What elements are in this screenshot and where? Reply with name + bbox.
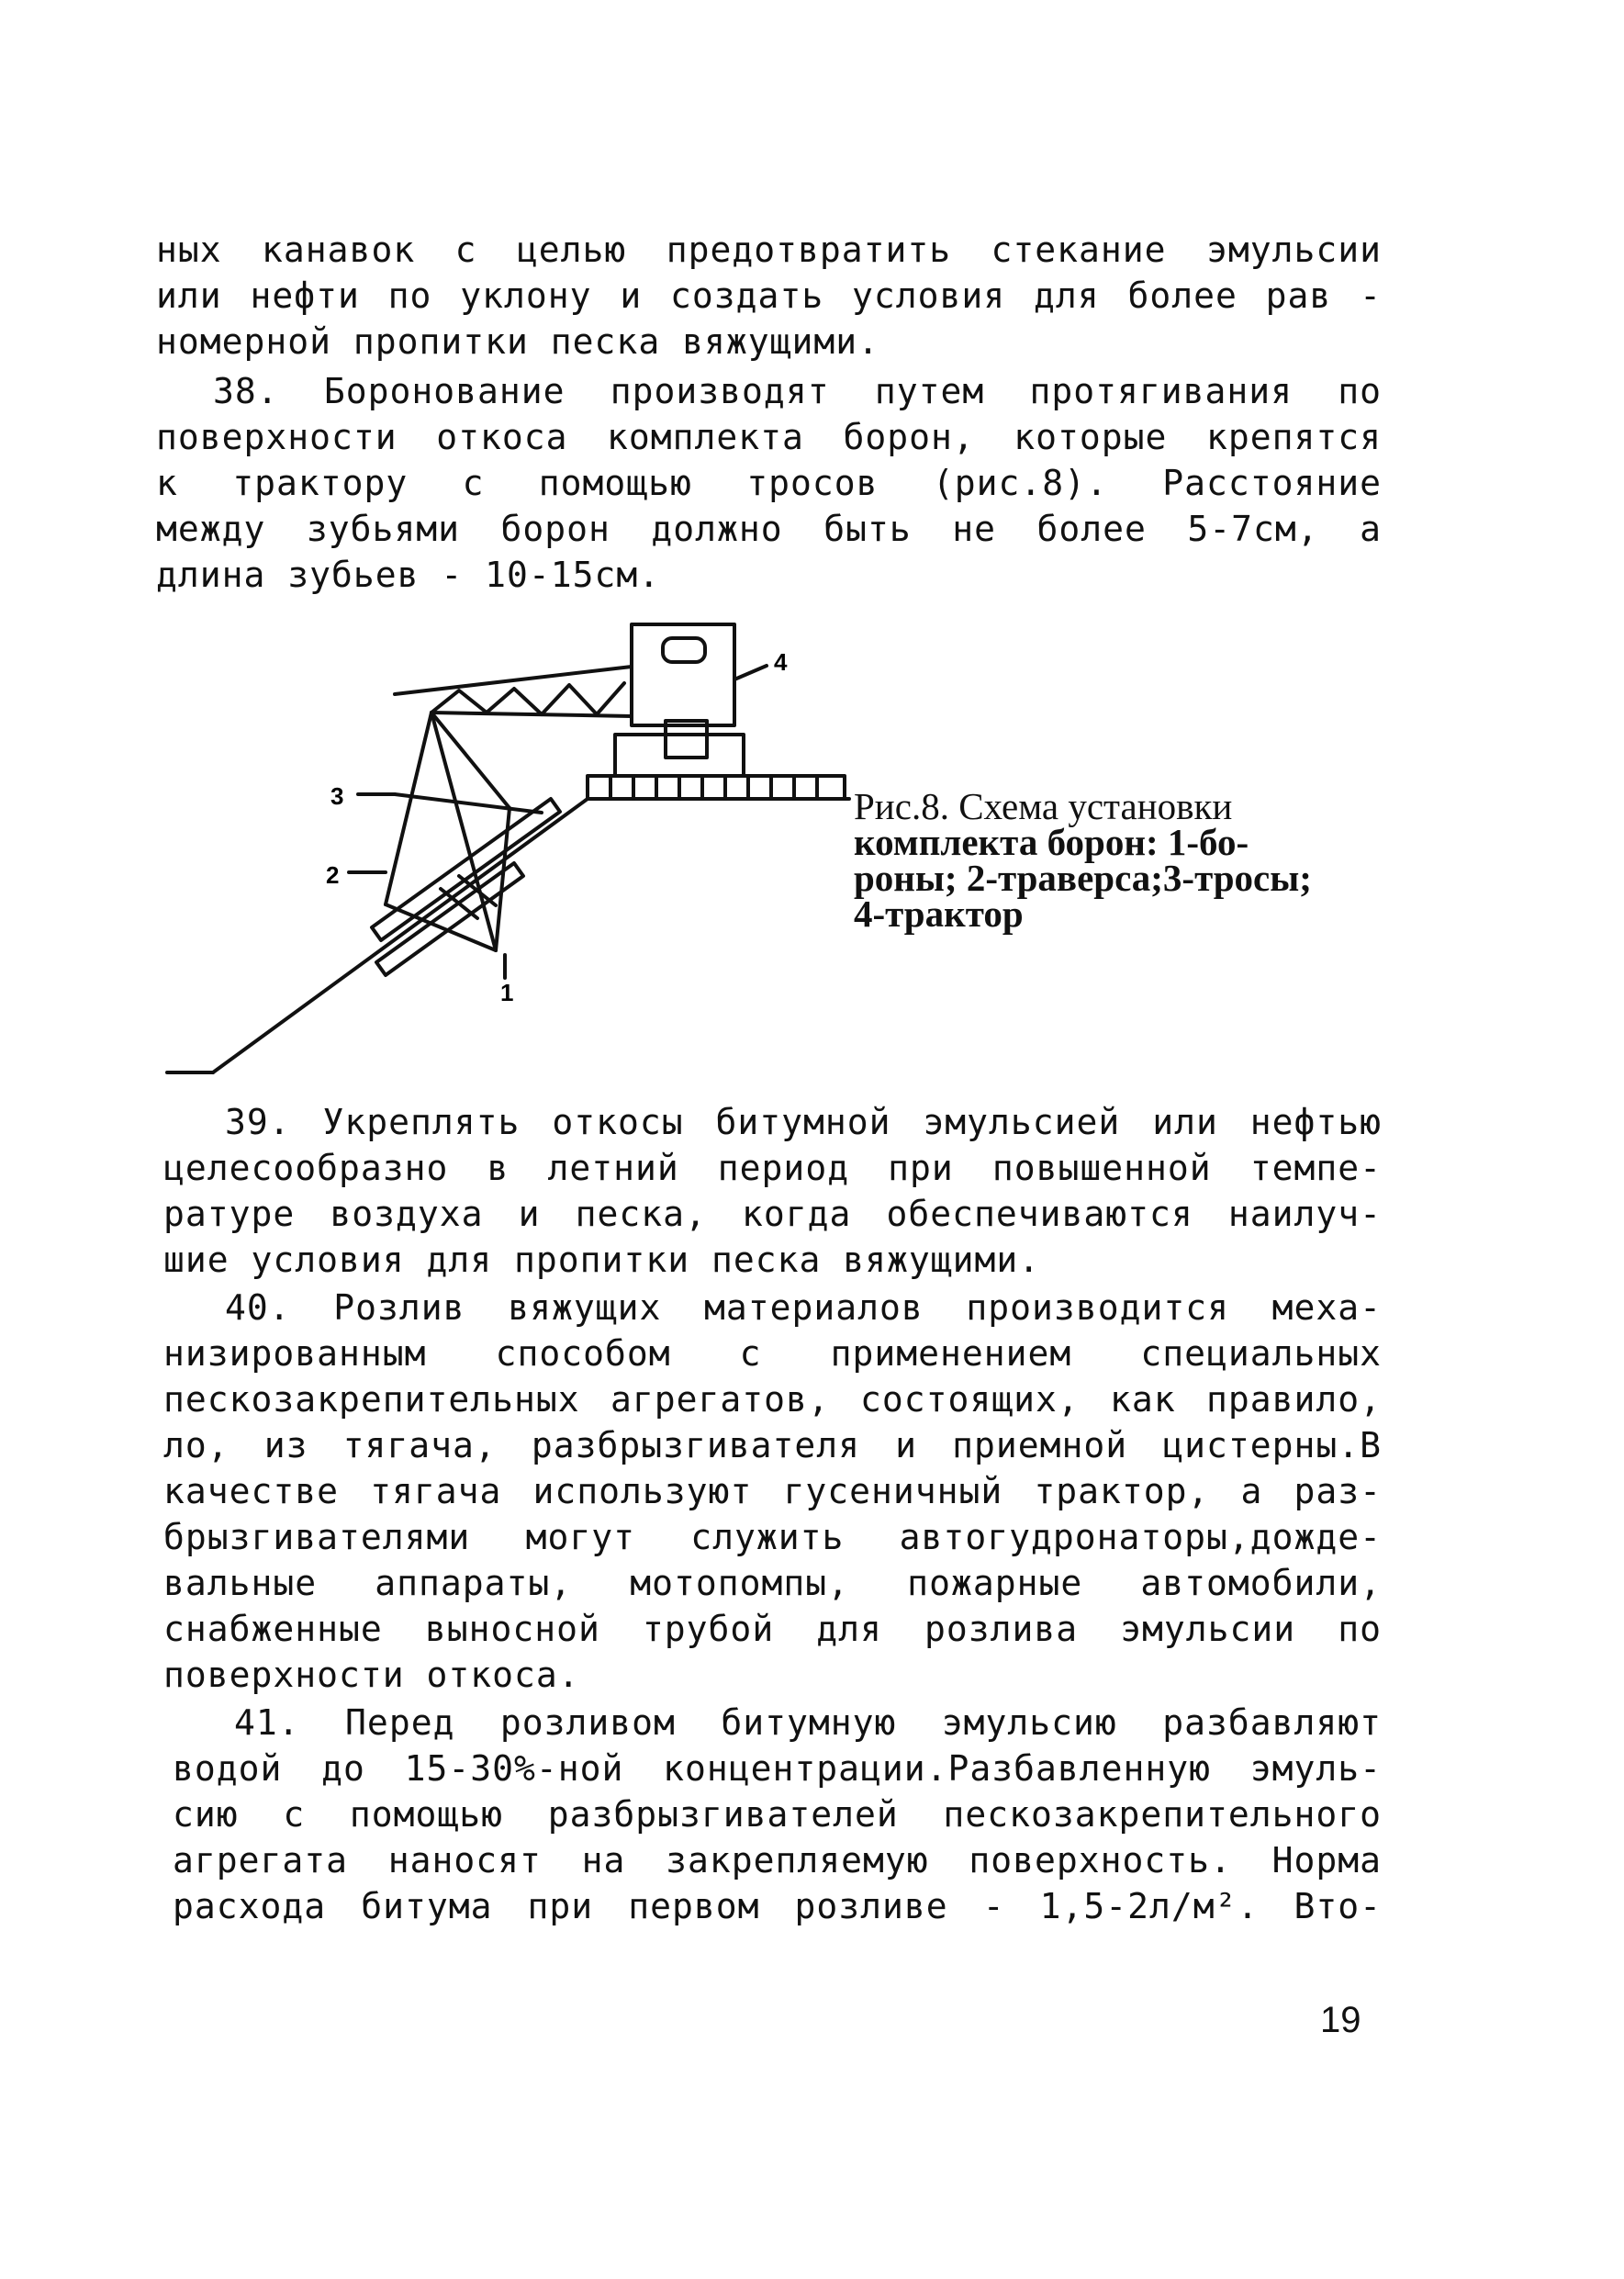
paragraph-38-line: поверхности откоса комплекта борон, которые крепятся: [156, 417, 1382, 457]
page-number: 19: [1320, 2000, 1361, 2040]
paragraph-40-line: брызгивателями могут служить автогудронаторы,дожде-: [163, 1517, 1382, 1557]
paragraph-39-line: целесообразно в летний период при повышенной темпе-: [163, 1148, 1382, 1188]
rope: [395, 794, 542, 813]
text-line: или нефти по уклону и создать условия для более рав -: [156, 275, 1382, 316]
paragraph-39-line: 39. Укреплять откосы битумной эмульсией или нефтью: [225, 1102, 1382, 1142]
text-line: ных канавок с целью предотвратить стекание эмульсии: [156, 230, 1382, 270]
paragraph-40-line: ло, из тягача, разбрызгивателя и приемной цистерны.В: [163, 1425, 1382, 1465]
paragraph-40-line: вальные аппараты, мотопомпы, пожарные автомобили,: [163, 1563, 1382, 1603]
paragraph-38-line: между зубьями борон должно быть не более 5-7см, а: [156, 509, 1382, 549]
paragraph-40-line: пескозакрепительных агрегатов, состоящих, как правило,: [163, 1379, 1382, 1420]
label-2: 2: [326, 861, 340, 889]
text-line: номерной пропитки песка вяжущими.: [156, 321, 879, 362]
track-hatch: [588, 776, 845, 799]
paragraph-41-line: 41. Перед розливом битумную эмульсию разбавляют: [234, 1702, 1382, 1743]
paragraph-41-line: расхода битума при первом розливе - 1,5-2л/м². Вто-: [173, 1886, 1382, 1926]
paragraph-39-line: шие условия для пропитки песка вяжущими.: [163, 1240, 1041, 1280]
paragraph-41-line: сию с помощью разбрызгивателей пескозакрепительного: [173, 1794, 1382, 1835]
rope: [386, 713, 431, 904]
figure-caption-line: роны; 2-траверса;3-тросы;: [854, 857, 1312, 899]
traverse-bottom: [431, 713, 632, 716]
paragraph-38-line: длина зубьев - 10-15см.: [156, 555, 661, 595]
paragraph-40-line: снабженные выносной трубой для розлива эмульсии по: [163, 1609, 1382, 1649]
paragraph-38-line: к трактору с помощью тросов (рис.8). Расстояние: [156, 463, 1382, 503]
tractor-label-leader: [734, 666, 767, 679]
label-1: 1: [500, 979, 514, 1006]
paragraph-40-line: качестве тягача используют гусеничный трактор, а раз-: [163, 1471, 1382, 1511]
label-4: 4: [774, 648, 788, 676]
paragraph-40-line: 40. Розлив вяжущих материалов производится меха-: [225, 1287, 1382, 1328]
paragraph-40-line: поверхности откоса.: [163, 1655, 580, 1695]
paragraph-38-line: 38. Боронование производят путем протягивания по: [213, 371, 1382, 411]
label-3: 3: [330, 782, 344, 810]
paragraph-39-line: ратуре воздуха и песка, когда обеспечиваются наилуч-: [163, 1194, 1382, 1234]
figure-caption-line: 4-трактор: [854, 893, 1024, 935]
paragraph-41-line: водой до 15-30%-ной концентрации.Разбавленную эмуль-: [173, 1748, 1382, 1789]
tractor-window: [663, 638, 705, 662]
paragraph-40-line: низированным способом с применением специальных: [163, 1333, 1382, 1374]
figure-caption-line: Рис.8. Схема установки: [854, 785, 1233, 827]
tractor-chassis: [615, 735, 744, 776]
figure-caption-line: комплекта борон: 1-бо-: [854, 821, 1249, 863]
paragraph-41-line: агрегата наносят на закрепляемую поверхность. Норма: [173, 1840, 1382, 1880]
